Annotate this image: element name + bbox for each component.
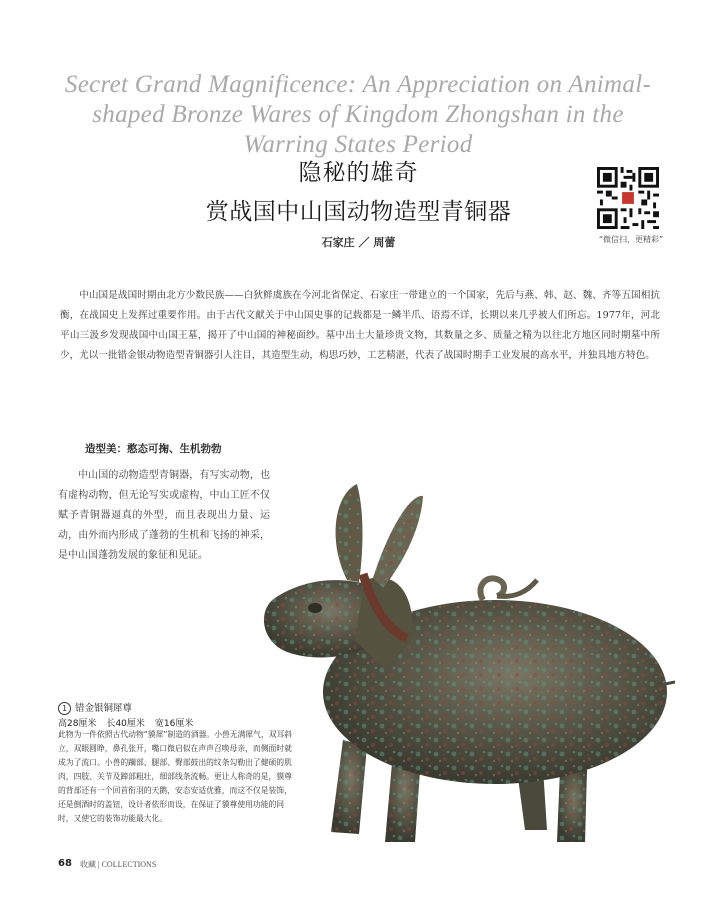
author-byline: 石家庄 ／ 周蕾 [321,236,396,249]
english-title: Secret Grand Magnificence: An Appreciation on Animal-shaped Bronze Wares of Kingdom Zhongshan in the Warring States Period [64,71,652,158]
caption-title: 错金银铜犀尊 [75,703,133,714]
caption-number: 1 [58,702,71,715]
intro-paragraph: 中山国是战国时期由北方少数民族——白狄鲜虞族在今河北省保定、石家庄一带建立的一个国家，先后与燕、韩、赵、魏、齐等五国相抗衡，在战国史上发挥过重要作用。由于古代文献关于中山国史事的记载都是一鳞半爪、语焉不详，长期以来几乎被人们所忘。1977年，河北平山三汲乡发现战国中山国王墓，揭开了中山国的神秘面纱。墓中出土大量珍贵文物，其数量之多、质量之精为以往北方地区同时期墓中所少，尤以一批错金银动物造型青铜器引人注目，其造型生动，构思巧妙，工艺精湛，代表了战国时期手工业发展的高水平，并独具地方特色。 [60,290,660,361]
section-body: 中山国的动物造型青铜器，有写实动物，也有虚构动物，但无论写实或虚构，中山工匠不仅赋予青铜器逼真的外型，而且表现出力量、运动，由外而内形成了蓬勃的生机和飞扬的神采，是中山国蓬勃发展的象征和见证。 [58,470,270,561]
dimension-width: 宽16厘米 [154,719,194,729]
bronze-rhino-zun-image [235,470,675,850]
page-number: 68 [58,858,72,869]
qr-caption: “微信扫，更精彩” [598,235,664,244]
chinese-subtitle: 赏战国中山国动物造型青铜器 [205,199,512,225]
dimension-height: 高28厘米 [58,719,97,729]
dimension-length: 长40厘米 [106,719,145,729]
rhino-body [264,484,675,842]
folio: 收藏 | COLLECTIONS [80,860,157,869]
qr-code-icon[interactable] [597,167,659,229]
section-heading: 造型美：憨态可掬、生机勃勃 [85,443,222,455]
chinese-title: 隐秘的雄奇 [298,160,419,186]
caption-body: 此物为一件依照古代动物“貘犀”制造的酒器。小兽无满犀气，双耳斜立，双眼圆睁，鼻孔张开，嘴口微启似在声声召唤母亲，而侧面时就成为了流口。小兽的躏部、腿部、臀部鼓出的纹条勾勒出了健硕的肌肉，四肢、关节及蹄部粗壮，细部线条流畅。更让人称奇的是，貘尊的背部还有一个回首衔羽的天鹅，安态安适优雅，而这不仅是装饰，还是倒酒时的盖钮，设计者依形而设，在保证了貘尊使用功能的同时，又使它的装饰功能最大化。 [58,730,293,823]
